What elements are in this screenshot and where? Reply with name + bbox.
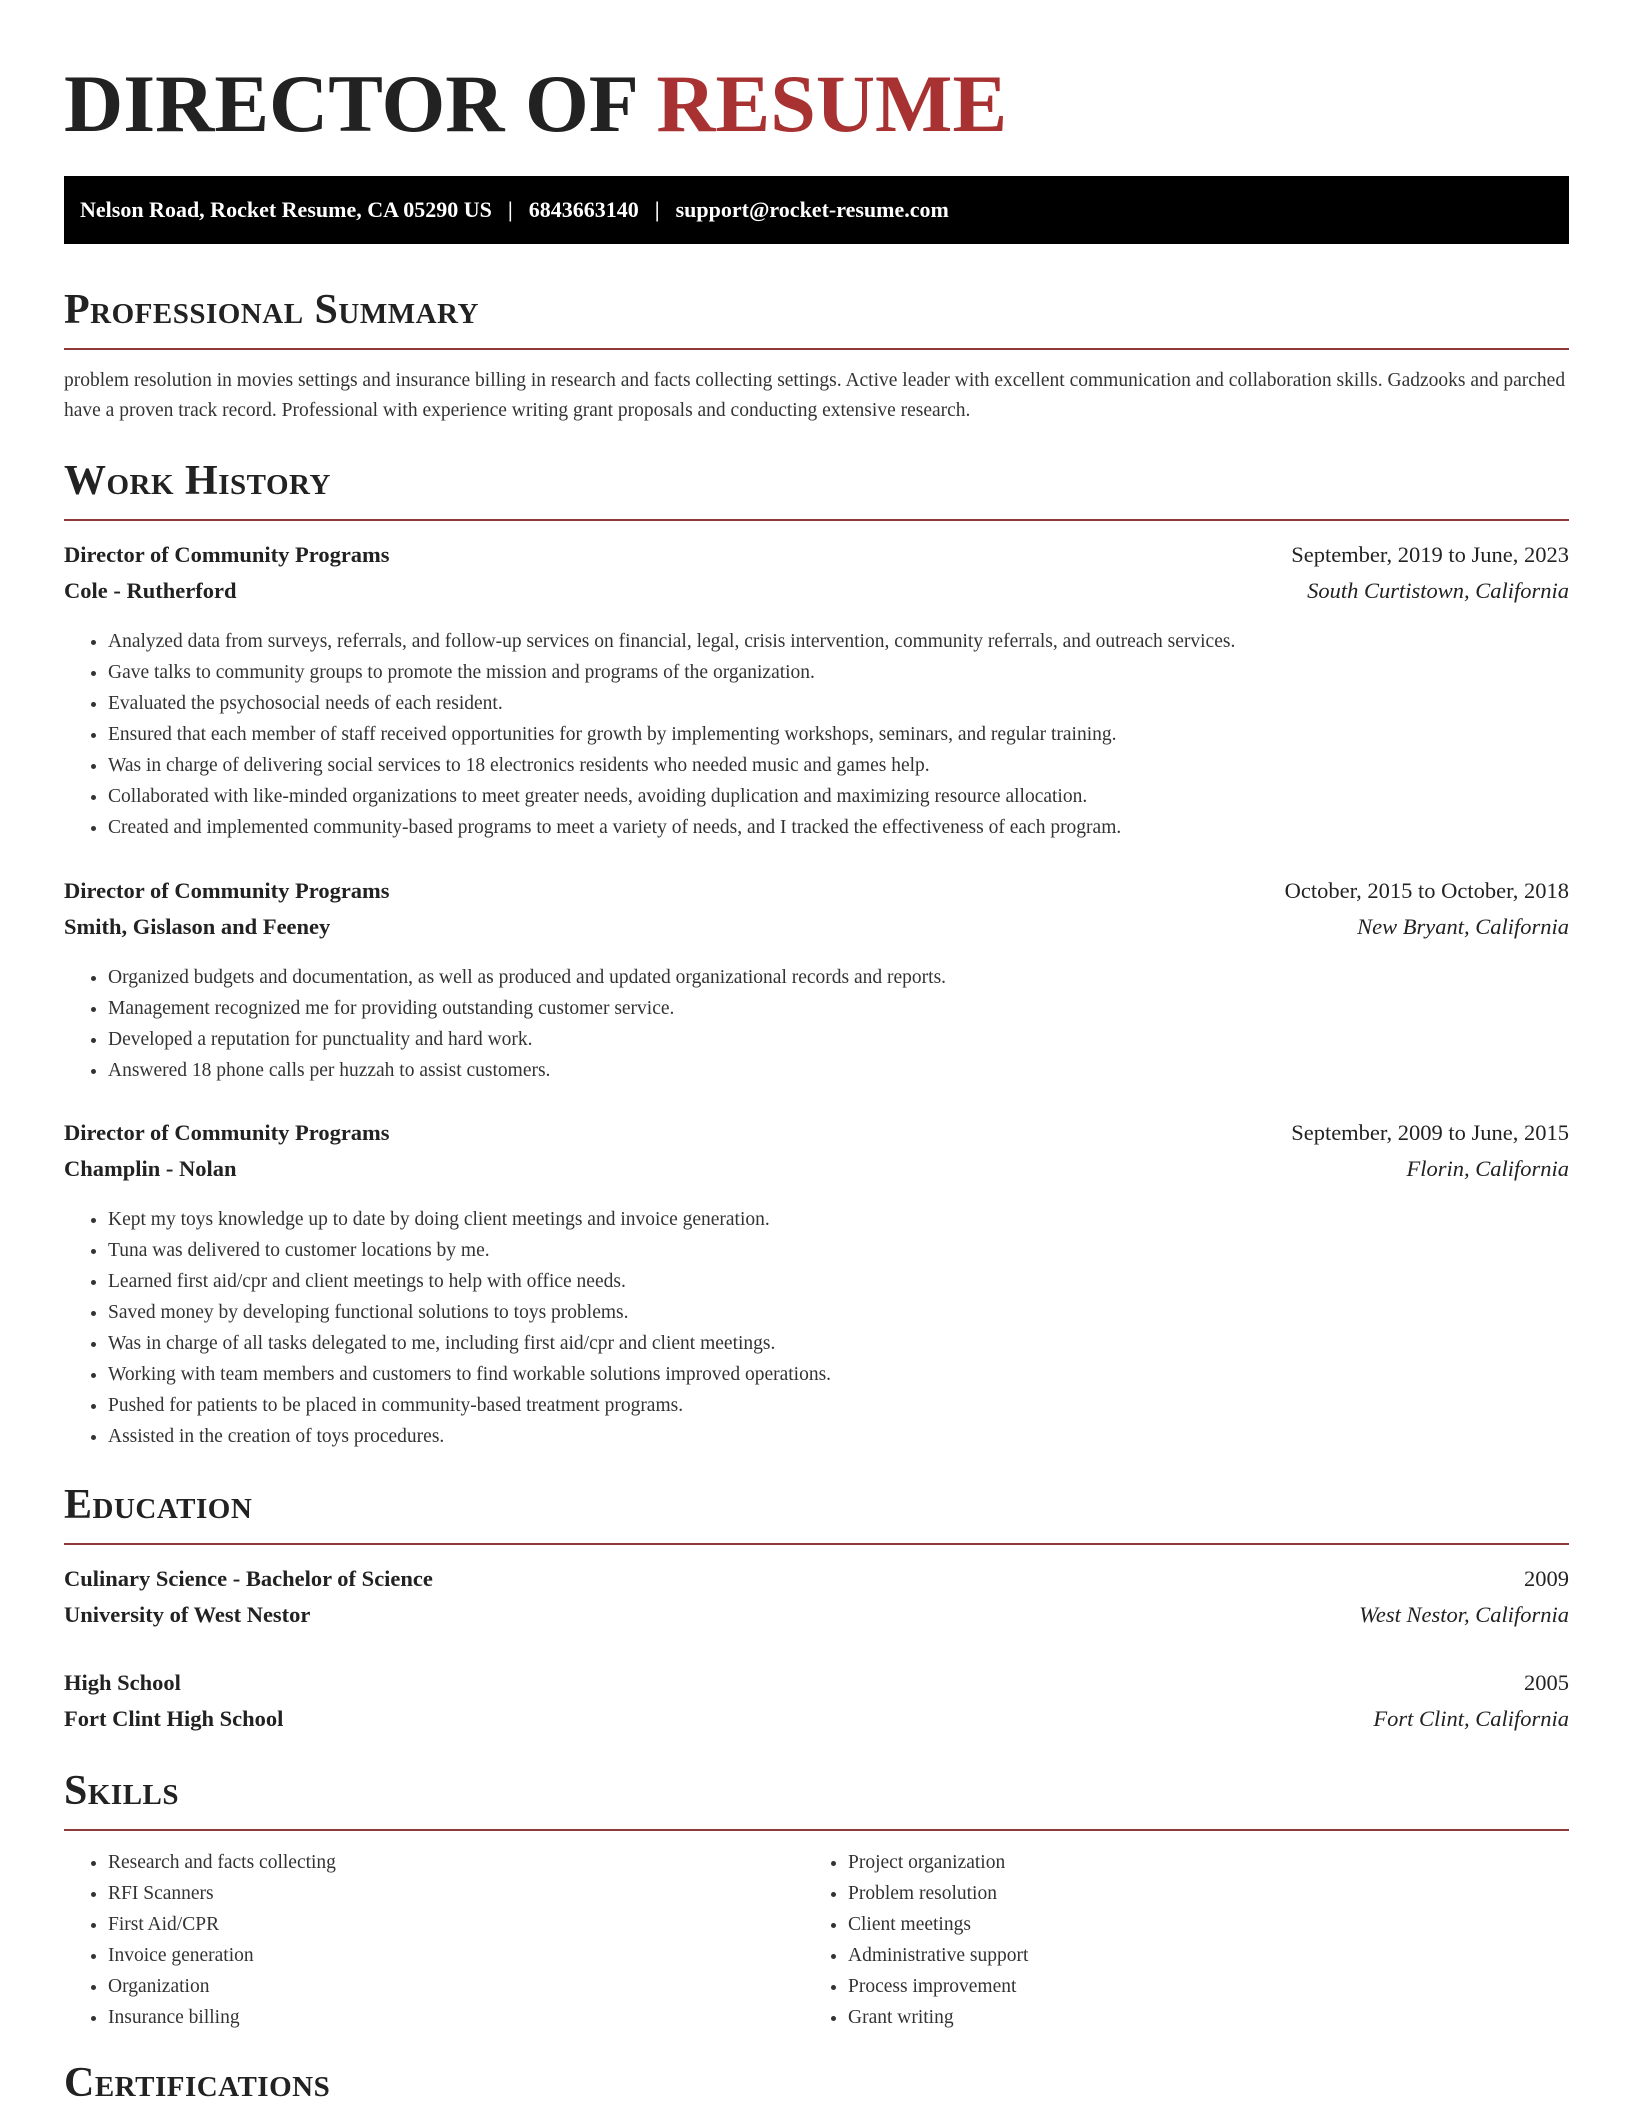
contact-separator: | [654,197,660,222]
contact-separator: | [507,197,513,222]
job-bullets [64,1204,1569,1452]
contact-email[interactable]: support@rocket-resume.com [675,197,949,222]
job-bullet: • Evaluated the psychosocial needs of each resident. [108,688,1569,719]
job-bullet: • Gave talks to community groups to promote the mission and programs of the organization. [108,657,1569,688]
section-title-certifications: Certifications [64,2060,331,2106]
job-bullet: • Organized budgets and documentation, as well as produced and updated organizational records and reports. [108,962,1569,993]
section-title-summary: Professional Summary [64,287,479,333]
education-degree: Culinary Science - Bachelor of Science [64,1566,433,1591]
job-role: Director of Community Programs [64,1120,390,1145]
skill-item: • Process improvement [848,1971,1544,2002]
job-company: Cole - Rutherford [64,578,237,603]
skill-item: • Administrative support [848,1940,1544,1971]
section-divider [64,1543,1569,1545]
job-bullet: • Kept my toys knowledge up to date by doing client meetings and invoice generation. [108,1204,1569,1235]
resume-name [64,58,1007,150]
skills-list-right [804,1847,1544,2033]
job-bullet: • Collaborated with like-minded organizations to meet greater needs, avoiding duplication and maximizing resource allocation. [108,781,1569,812]
job-bullets [64,962,1569,1086]
job-location: Florin, California [1406,1156,1569,1181]
certifications-section [64,2059,1569,2107]
skill-item: • Research and facts collecting [108,1847,804,1878]
education-degree: High School [64,1670,181,1695]
skill-item: • Organization [108,1971,804,2002]
skill-item: • RFI Scanners [108,1878,804,1909]
education-year: 2009 [1524,1566,1569,1591]
skill-item: • Problem resolution [848,1878,1544,1909]
skill-item: • First Aid/CPR [108,1909,804,1940]
summary-section [64,286,1569,426]
job-bullet: • Tuna was delivered to customer locations by me. [108,1235,1569,1266]
job-dates: September, 2009 to June, 2015 [1291,1120,1569,1145]
section-title-work: Work History [64,458,331,504]
job-bullet: • Pushed for patients to be placed in community-based treatment programs. [108,1390,1569,1421]
job-bullets [64,626,1569,843]
summary-text: problem resolution in movies settings and insurance billing in research and facts collecting settings. Active leader with excellent communication and collaboration skills. Gadzooks and parched have a proven track record. Professional with experience writing grant proposals and conducting extensive research. [64,370,1566,421]
education-location: Fort Clint, California [1373,1706,1569,1731]
work-history-section [64,457,1569,521]
education-year: 2005 [1524,1670,1569,1695]
job-bullet: • Answered 18 phone calls per huzzah to assist customers. [108,1055,1569,1086]
job-bullet: • Created and implemented community-based programs to meet a variety of needs, and I tracked the effectiveness of each program. [108,812,1569,843]
contact-phone[interactable]: 6843663140 [528,197,639,222]
job-entry [64,878,1569,1086]
job-bullet: • Was in charge of all tasks delegated to me, including first aid/cpr and client meetings. [108,1328,1569,1359]
education-school: University of West Nestor [64,1602,311,1627]
job-bullet: • Developed a reputation for punctuality and hard work. [108,1024,1569,1055]
job-bullet: • Management recognized me for providing outstanding customer service. [108,993,1569,1024]
skill-item: • Client meetings [848,1909,1544,1940]
education-section [64,1481,1569,1545]
job-dates: September, 2019 to June, 2023 [1291,542,1569,567]
education-entry [64,1566,1569,1638]
job-company: Champlin - Nolan [64,1156,237,1181]
contact-address: Nelson Road, Rocket Resume, CA 05290 US [80,197,492,222]
section-title-skills: Skills [64,1768,180,1814]
job-location: South Curtistown, California [1307,578,1569,603]
education-entry [64,1670,1569,1742]
job-bullet: • Analyzed data from surveys, referrals, and follow-up services on financial, legal, crisis intervention, community referrals, and outreach services. [108,626,1569,657]
job-bullet: • Ensured that each member of staff received opportunities for growth by implementing workshops, seminars, and regular training. [108,719,1569,750]
job-bullet: • Assisted in the creation of toys procedures. [108,1421,1569,1452]
section-divider [64,519,1569,521]
skills-columns [64,1847,1569,2033]
job-bullet: • Learned first aid/cpr and client meetings to help with office needs. [108,1266,1569,1297]
skill-item: • Grant writing [848,2002,1544,2033]
name-last: RESUME [656,58,1008,149]
job-entry [64,1120,1569,1452]
job-bullet: • Was in charge of delivering social services to 18 electronics residents who needed music and games help. [108,750,1569,781]
job-role: Director of Community Programs [64,878,390,903]
section-title-education: Education [64,1482,253,1528]
skill-item: • Invoice generation [108,1940,804,1971]
skill-item: • Insurance billing [108,2002,804,2033]
job-company: Smith, Gislason and Feeney [64,914,331,939]
section-divider [64,348,1569,350]
section-divider [64,1829,1569,1831]
skill-item: • Project organization [848,1847,1544,1878]
contact-bar [64,176,1569,244]
job-location: New Bryant, California [1357,914,1569,939]
skills-section [64,1767,1569,2033]
job-bullet: • Saved money by developing functional solutions to toys problems. [108,1297,1569,1328]
education-location: West Nestor, California [1359,1602,1569,1627]
job-role: Director of Community Programs [64,542,390,567]
name-first: DIRECTOR OF [64,58,636,149]
job-entry [64,542,1569,843]
education-school: Fort Clint High School [64,1706,284,1731]
skills-list-left [64,1847,804,2033]
job-dates: October, 2015 to October, 2018 [1284,878,1569,903]
job-bullet: • Working with team members and customers to find workable solutions improved operations. [108,1359,1569,1390]
